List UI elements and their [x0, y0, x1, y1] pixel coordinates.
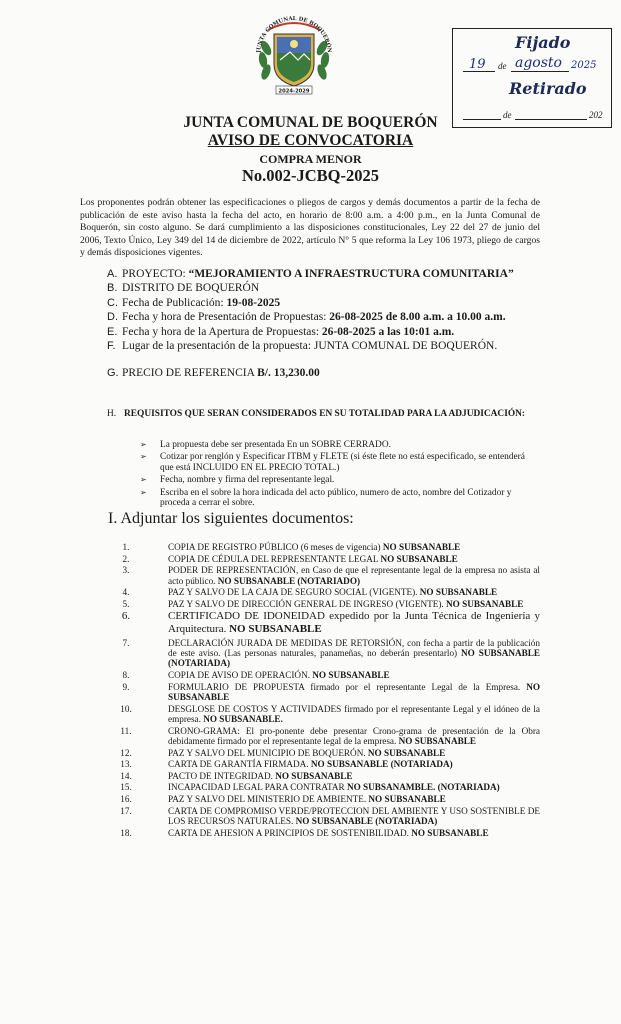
retirado-label: Retirado [509, 79, 587, 98]
document-item: 4. PAZ Y SALVO DE LA CAJA DE SEGURO SOCIAL (VIGENTE). NO SUBSANABLE [122, 587, 498, 598]
documents-list [112, 542, 540, 839]
seal-year-text: 2024-2029 [278, 88, 310, 95]
arrow-bullet-icon: ➢ [140, 487, 147, 497]
org-heading: JUNTA COMUNAL DE BOQUERÓN [183, 114, 438, 131]
document-item: 17. CARTA DE COMPROMISO VERDE/PROTECCION DEL AMBIENTE Y USO SOSTENIBLE DE LOS RECURSOS NATURALES. NO SUBSANABLE (NOTARIADA) [120, 805, 540, 826]
fijado-month: agosto [515, 55, 562, 71]
document-item: 10. DESGLOSE DE COSTOS Y ACTIVIDADES firmado por el representante Legal y el idóneo de la empresa. NO SUBSANABLE. [120, 703, 540, 724]
item-g: G. PRECIO DE REFERENCIA B/. 13,230.00 [107, 367, 320, 380]
retirado-year: 202 [589, 110, 603, 120]
document-item: 3. PODER DE REPRESENTACIÓN, en Caso de que el representante legal de la empresa no asista al acto público. NO SUBSANABLE (NOTARIADO) [122, 565, 540, 586]
document-item: 1. COPIA DE REGISTRO PÚBLICO (6 meses de vigencia) NO SUBSANABLE [122, 542, 461, 552]
requirement-item: ➢ Cotizar por renglón y Especificar ITBM y FLETE (si éste flete no está especificado, se entenderá que está INCLUIDO EN EL PRECIO TOTAL.) [140, 452, 525, 474]
arrow-bullet-icon: ➢ [140, 475, 147, 485]
item-f: F. Lugar de la presentación de la propuesta: JUNTA COMUNAL DE BOQUERÓN. [107, 340, 498, 353]
document-item: 15. INCAPACIDAD LEGAL PARA CONTRATAR NO SUBSANAMBLE. (NOTARIADA) [120, 782, 500, 793]
intro-paragraph: Los proponentes podrán obtener las especificaciones o pliegos de cargos y demás documentos a partir de la fecha de publicación de este aviso hasta la fecha del acto, en horario de 8:00 a.m. a 4:00 p.m., en la Junta Comunal de Boquerón, sin costo alguno. Se dará cumplimiento a las disposiciones constitucionales, Ley 22 del 27 de junio del 2006, Texto Único, Ley 349 del 14 de diciembre de 2022, artículo N° 5 que reforma la Ley 106 1973, pliego de cargos y demás disposiciones vigentes. [80, 197, 540, 259]
retirado-de: de [503, 110, 512, 120]
document-item: 9. FORMULARIO DE PROPUESTA firmado por el representante Legal de la Empresa. NO SUBSANABLE [122, 681, 540, 702]
notice-subtitle: COMPRA MENOR [259, 152, 362, 166]
item-h: H. REQUISITOS QUE SERAN CONSIDERADOS EN SU TOTALIDAD PARA LA ADJUDICACIÓN: [107, 409, 526, 419]
seal-top-text: JUNTA COMUNAL DE BOQUERÓN [256, 15, 333, 54]
details-list [107, 267, 567, 381]
document-item: 7. DECLARACIÓN JURADA DE MEDIDAS DE RETORSIÓN, con fecha a partir de la publicación de este aviso. (Las personas naturales, panameñas, no deberán presentarlo) NO SUBSANABLE (NOTARIADA) [122, 637, 540, 669]
document-item: 14. PACTO DE INTEGRIDAD. NO SUBSANABLE [120, 770, 353, 781]
document-item: 11. CRONO-GRAMA: El pro-ponente debe presentar Crono-grama de presentación de la Obra debidamente firmado por el representante legal de la empresa. NO SUBSANABLE [120, 725, 540, 746]
document-item: 2. COPIA DE CÉDULA DEL REPRESENTANTE LEGAL NO SUBSANABLE [122, 553, 458, 564]
document-item: 12. PAZ Y SALVO DEL MUNICIPIO DE BOQUERÓN. NO SUBSANABLE [120, 747, 446, 758]
notice-title: AVISO DE CONVOCATORIA [207, 132, 414, 149]
item-d: D. Fecha y hora de Presentación de Propuestas: 26-08-2025 de 8.00 a.m. a 10.00 a.m. [107, 311, 506, 324]
junta-comunal-seal [246, 8, 342, 100]
requirement-item: ➢ Escriba en el sobre la hora indicada del acto público, numero de acto, nombre del Cotizador y proceda a cerrar el sobre. [140, 487, 512, 509]
item-a: A. PROYECTO: “MEJORAMIENTO A INFRAESTRUCTURA COMUNITARIA” [107, 268, 514, 280]
arrow-bullet-icon: ➢ [140, 440, 147, 449]
notice-number: No.002-JCBQ-2025 [241, 166, 380, 185]
fijado-de: de [498, 61, 507, 71]
document-item: 13. CARTA DE GARANTÍA FIRMADA. NO SUBSANABLE (NOTARIADA) [120, 759, 453, 770]
item-c: C. Fecha de Publicación: 19-08-2025 [107, 296, 281, 309]
item-e: E. Fecha y hora de la Apertura de Propuestas: 26-08-2025 a las 10:01 a.m. [107, 325, 455, 338]
item-b: B. DISTRITO DE BOQUERÓN [107, 282, 260, 295]
posting-stamp [452, 28, 612, 128]
requirement-item: ➢ Fecha, nombre y firma del representante legal. [140, 475, 335, 486]
requirement-item: ➢ La propuesta debe ser presentada En un SOBRE CERRADO. [140, 440, 391, 450]
arrow-bullet-icon: ➢ [140, 452, 147, 462]
document-item: 6. CERTIFICADO DE IDONEIDAD expedido por la Junta Técnica de Ingeniería y Arquitectura. NO SUBSANABLE [121, 610, 540, 636]
document-item: 16. PAZ Y SALVO DEL MINISTERIO DE AMBIENTE. NO SUBSANABLE [120, 793, 446, 804]
section-i-heading: I. Adjuntar los siguientes documentos: [108, 510, 354, 527]
fijado-day: 19 [469, 57, 486, 72]
document-item: 8. COPIA DE AVISO DE OPERACIÓN. NO SUBSANABLE [122, 669, 390, 680]
requirements-list [140, 440, 540, 511]
fijado-label: Fijado [515, 33, 571, 52]
document-item: 5. PAZ Y SALVO DE DIRECCIÓN GENERAL DE INGRESO (VIGENTE). NO SUBSANABLE [122, 598, 524, 609]
fijado-year: 2025 [571, 60, 597, 71]
document-item: 18. CARTA DE AHESION A PRINCIPIOS DE SOSTENIBILIDAD. NO SUBSANABLE [120, 827, 489, 838]
